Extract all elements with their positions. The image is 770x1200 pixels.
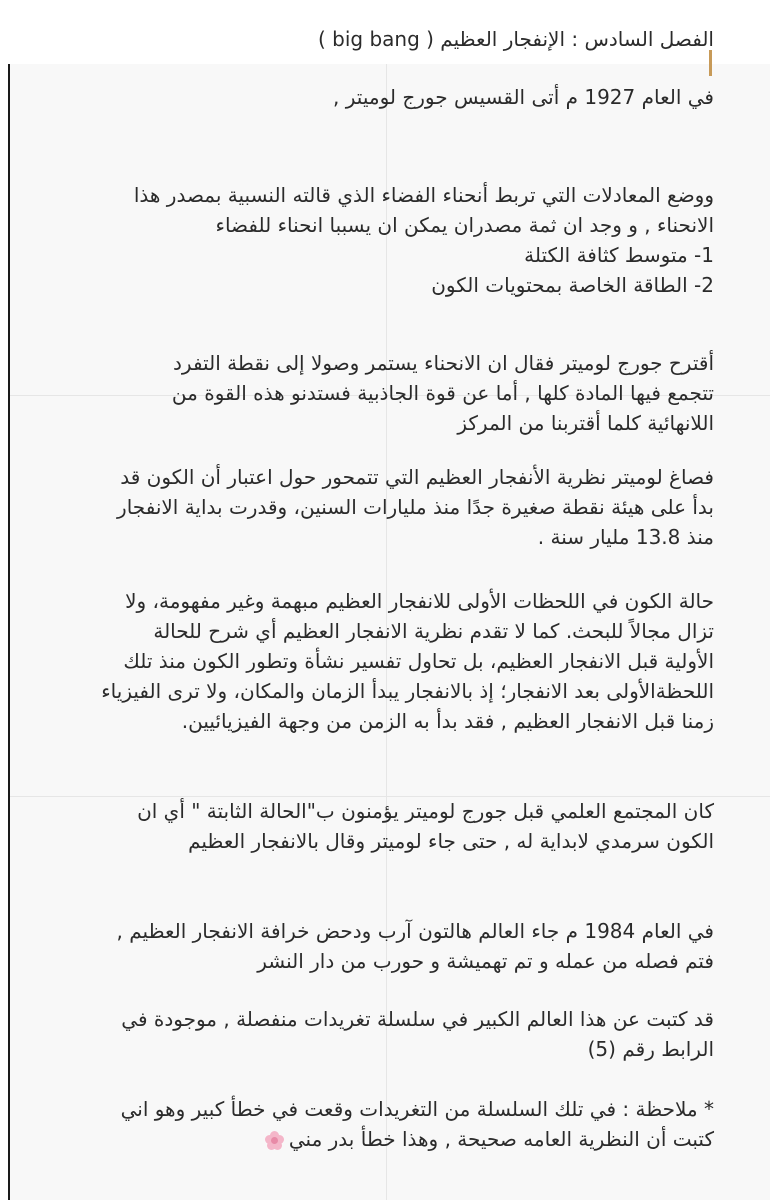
paragraph-line: الرابط رقم (5)	[587, 1037, 714, 1061]
cherry-blossom-icon	[265, 1131, 285, 1151]
paragraph-line: كان المجتمع العلمي قبل جورج لوميتر يؤمنون ب"الحالة الثابتة " أي ان	[137, 799, 714, 823]
paragraph-text: كتبت أن النظرية العامه صحيحة , وهذا خطأ بدر مني	[288, 1127, 714, 1151]
paragraph-line: اللحظةالأولى بعد الانفجار؛ إذ بالانفجار يبدأ الزمان والمكان، ولا ترى الفيزياء	[101, 679, 714, 703]
list-item: 2- الطاقة الخاصة بمحتويات الكون	[431, 273, 714, 297]
paragraph-line: تزال مجالاً للبحث. كما لا تقدم نظرية الانفجار العظيم أي شرح للحالة	[153, 619, 714, 643]
paragraph-line: قد كتبت عن هذا العالم الكبير في سلسلة تغريدات منفصلة , موجودة في	[121, 1007, 714, 1031]
paragraph-line	[54, 1124, 714, 1154]
paragraph	[54, 586, 714, 736]
chapter-title	[54, 24, 714, 54]
paragraph	[54, 1004, 714, 1064]
paragraph-line: * ملاحظة : في تلك السلسلة من التغريدات وقعت في خطأ كبير وهو اني	[120, 1097, 714, 1121]
paragraph-line: أقترح جورج لوميتر فقال ان الانحناء يستمر وصولا إلى نقطة التفرد	[173, 351, 714, 375]
paragraph-line: الانحناء , و وجد ان ثمة مصدران يمكن ان يسببا انحناء للفضاء	[215, 213, 714, 237]
paragraph-line: الكون سرمدي لابداية له , حتى جاء لوميتر وقال بالانفجار العظيم	[188, 829, 714, 853]
paragraph-line: منذ 13.8 مليار سنة .	[537, 525, 714, 549]
paragraph-line: زمنا قبل الانفجار العظيم , فقد بدأ به الزمن من وجهة الفيزيائيين.	[181, 709, 714, 733]
paragraph-line: ووضع المعادلات التي تربط أنحناء الفضاء الذي قالته النسبية بمصدر هذا	[133, 183, 714, 207]
title-line: الفصل السادس : الإنفجار العظيم ( big bang )	[317, 27, 714, 51]
paragraph-line: في العام 1984 م جاء العالم هالتون آرب ودحض خرافة الانفجار العظيم ,	[116, 919, 714, 943]
paragraph-line: حالة الكون في اللحظات الأولى للانفجار العظيم مبهمة وغير مفهومة، ولا	[125, 589, 714, 613]
paragraph	[54, 348, 714, 438]
paragraph-line: اللانهائية كلما أقتربنا من المركز	[457, 411, 714, 435]
paragraph-line: في العام 1927 م أتى القسيس جورج لوميتر ,	[333, 85, 714, 109]
paragraph	[54, 462, 714, 552]
paragraph	[54, 180, 714, 300]
note-paragraph	[54, 1094, 714, 1154]
paragraph	[54, 796, 714, 856]
paragraph-line: فتم فصله من عمله و تم تهميشة و حورب من دار النشر	[257, 949, 714, 973]
list-item: 1- متوسط كثافة الكتلة	[524, 243, 714, 267]
paragraph	[54, 916, 714, 976]
paragraph	[54, 82, 714, 112]
paragraph-line: بدأ على هيئة نقطة صغيرة جدًا منذ مليارات السنين، وقدرت بداية الانفجار	[117, 495, 714, 519]
paragraph-line: فصاغ لوميتر نظرية الأنفجار العظيم التي تتمحور حول اعتبار أن الكون قد	[120, 465, 714, 489]
paragraph-line: تتجمع فيها المادة كلها , أما عن قوة الجاذبية فستدنو هذه القوة من	[171, 381, 714, 405]
paragraph-line: الأولية قبل الانفجار العظيم، بل تحاول تفسير نشأة وتطور الكون منذ تلك	[123, 649, 714, 673]
